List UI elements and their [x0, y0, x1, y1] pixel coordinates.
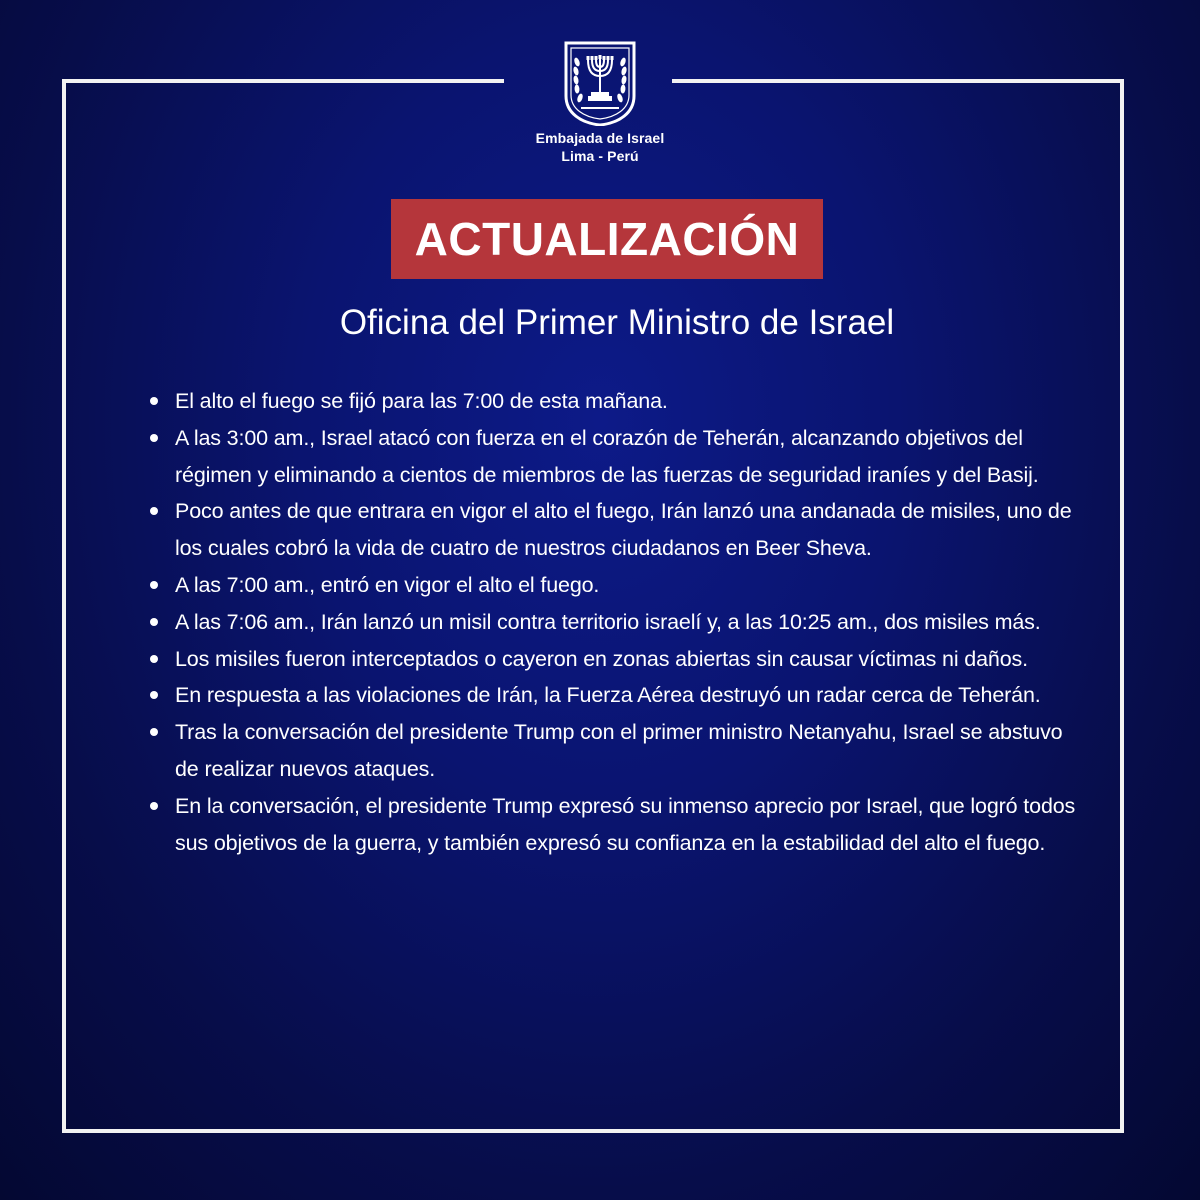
list-item: [150, 714, 1085, 788]
list-item-text: A las 7:00 am., entró en vigor el alto el fuego.: [175, 572, 600, 597]
list-item: [150, 677, 1085, 714]
frame-left: [62, 79, 66, 1133]
update-banner-label: ACTUALIZACIÓN: [414, 213, 800, 265]
bullet-dot-icon: [150, 802, 158, 810]
bullet-dot-icon: [150, 618, 158, 626]
list-item-text: A las 7:06 am., Irán lanzó un misil contra territorio israelí y, a las 10:25 am., dos misiles más.: [175, 609, 1041, 634]
list-item: [150, 567, 1085, 604]
embassy-name-line1: Embajada de Israel: [535, 130, 665, 146]
bullet-dot-icon: [150, 397, 158, 405]
frame-right: [1120, 79, 1124, 1133]
frame-top-right: [672, 79, 1124, 83]
list-item: [150, 493, 1085, 567]
frame-top-left: [62, 79, 504, 83]
list-item-text: Poco antes de que entrara en vigor el alto el fuego, Irán lanzó una andanada de misiles, uno de los cuales cobró la vida de cuatro de nuestros ciudadanos en Beer Sheva.: [175, 499, 1072, 561]
bullet-dot-icon: [150, 434, 158, 442]
israel-emblem-icon: [563, 40, 637, 126]
list-item: [150, 604, 1085, 641]
page-subtitle: Oficina del Primer Ministro de Israel: [339, 303, 895, 342]
bullet-dot-icon: [150, 691, 158, 699]
list-item-text: El alto el fuego se fijó para las 7:00 de esta mañana.: [175, 389, 668, 413]
update-banner: [391, 199, 823, 279]
bullet-dot-icon: [150, 728, 158, 736]
list-item: [150, 641, 1085, 678]
bullet-dot-icon: [150, 581, 158, 589]
list-item-text: A las 3:00 am., Israel atacó con fuerza en el corazón de Teherán, alcanzando objetivos del régimen y eliminando a cientos de miembros de las fuerzas de seguridad iraníes y del Basij.: [175, 425, 1039, 487]
frame-bottom: [62, 1129, 1124, 1133]
list-item: [150, 420, 1085, 494]
list-item-text: Los misiles fueron interceptados o cayeron en zonas abiertas sin causar víctimas ni daños.: [175, 646, 1028, 671]
list-item: [150, 788, 1085, 862]
list-item: [150, 383, 1085, 420]
embassy-name: [500, 129, 700, 165]
bullet-dot-icon: [150, 507, 158, 515]
list-item-text: En la conversación, el presidente Trump expresó su inmenso aprecio por Israel, que logró todos sus objetivos de la guerra, y también expresó su confianza en la estabilidad del alto el fuego.: [175, 793, 1076, 855]
list-item-text: En respuesta a las violaciones de Irán, la Fuerza Aérea destruyó un radar cerca de Teherán.: [175, 683, 1041, 708]
update-bullet-list: [150, 383, 1085, 861]
embassy-name-line2: Lima - Perú: [561, 148, 639, 164]
list-item-text: Tras la conversación del presidente Trump con el primer ministro Netanyahu, Israel se abstuvo de realizar nuevos ataques.: [175, 720, 1063, 781]
bullet-dot-icon: [150, 655, 158, 663]
